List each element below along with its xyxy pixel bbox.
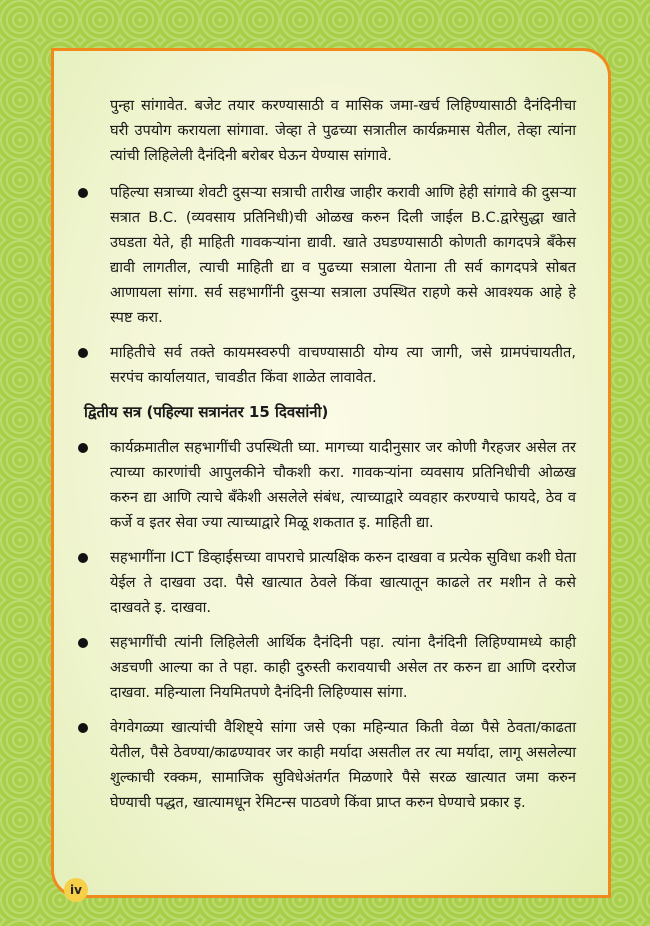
list-item-text: माहितीचे सर्व तक्ते कायमस्वरुपी वाचण्यासाठी योग्य त्या जागी, जसे ग्रामपंचायतीत, सरपंच कार्यालयात, चावडीत किंवा शाळेत लावावेत. [110, 344, 576, 386]
page-number: iv [64, 878, 88, 902]
section-heading: द्वितीय सत्र (पहिल्या सत्रानंतर 15 दिवसांनी) [84, 403, 329, 421]
list-item-text: कार्यक्रमातील सहभागींची उपस्थिती घ्या. मागच्या यादीनुसार जर कोणी गैरहजर असेल तर त्याच्या कारणांची आपुलकीने चौकशी करा. गावकऱ्यांना व्यवसाय प्रतिनिधीची ओळख करुन द्या आणि त्याचे बँकेशी असलेले संबंध, त्याच्याद्वारे व्यवहार करण्याचे फायदे, ठेव व कर्जे व इतर सेवा ज्या त्याच्याद्वारे मिळू शकतात इ. माहिती द्या. [110, 439, 576, 531]
bullet-icon [78, 188, 88, 198]
list-item [110, 340, 576, 390]
intro-paragraph: पुन्हा सांगावेत. बजेट तयार करण्यासाठी व मासिक जमा-खर्च लिहिण्यासाठी दैनंदिनीचा घरी उपयोग करायला सांगावा. जेव्हा ते पुढच्या सत्रातील कार्यक्रमास येतील, तेव्हा त्यांना त्यांची लिहिलेली दैनंदिनी बरोबर घेऊन येण्यास सांगावे. [110, 97, 576, 164]
list-item-text: सहभागींची त्यांनी लिहिलेली आर्थिक दैनंदिनी पहा. त्यांना दैनंदिनी लिहिण्यामध्ये काही अडचणी आल्या का ते पहा. काही दुरुस्ती करावयाची असेल तर करुन द्या आणि दररोज दाखवा. महिन्याला नियमितपणे दैनंदिनी लिहिण्यास सांगा. [110, 634, 576, 701]
list-item [110, 545, 576, 620]
bullet-icon [78, 638, 88, 648]
bullet-icon [78, 553, 88, 563]
page-text [54, 93, 608, 825]
list-item-text: वेगवेगळ्या खात्यांची वैशिष्ट्ये सांगा जसे एका महिन्यात किती वेळा पैसे ठेवता/काढता येतील, पैसे ठेवण्या/काढण्यावर जर काही मर्यादा असतील तर त्या मर्यादा, लागू असलेल्या शुल्काची रक्कम, सामाजिक सुविधेअंतर्गत मिळणारे पैसे सरळ खात्यात जमा करुन घेण्याची पद्धत, खात्यामधून रेमिटन्स पाठवणे किंवा प्राप्त करुन घेण्याचे प्रकार इ. [110, 719, 576, 811]
list-item [110, 630, 576, 705]
bullet-icon [78, 443, 88, 453]
content-panel [51, 48, 611, 898]
list-item-text: सहभागींना ICT डिव्हाईसच्या वापराचे प्रात्यक्षिक करुन दाखवा व प्रत्येक सुविधा कशी घेता येईल ते दाखवा उदा. पैसे खात्यात ठेवले किंवा खात्यातून काढले तर मशीन ते कसे दाखवते इ. दाखवा. [110, 549, 576, 616]
list-item [110, 715, 576, 815]
list-item-text: पहिल्या सत्राच्या शेवटी दुसऱ्या सत्राची तारीख जाहीर करावी आणि हेही सांगावे की दुसऱ्या सत्रात B.C. (व्यवसाय प्रतिनिधी)ची ओळख करुन दिली जाईल B.C.द्वारेसुद्धा खाते उघडता येते, ही माहिती गावकऱ्यांना द्यावी. खाते उघडण्यासाठी कोणती कागदपत्रे बँकेस द्यावी लागतील, त्याची माहिती द्या व पुढच्या सत्राला येताना ती सर्व कागदपत्रे सोबत आणायला सांगा. सर्व सहभागींनी दुसऱ्या सत्राला उपस्थित राहणे कसे आवश्यक आहे हे स्पष्ट करा. [110, 184, 576, 326]
bullet-icon [78, 723, 88, 733]
list-item [110, 180, 576, 330]
bullet-icon [78, 348, 88, 358]
list-item [110, 435, 576, 535]
